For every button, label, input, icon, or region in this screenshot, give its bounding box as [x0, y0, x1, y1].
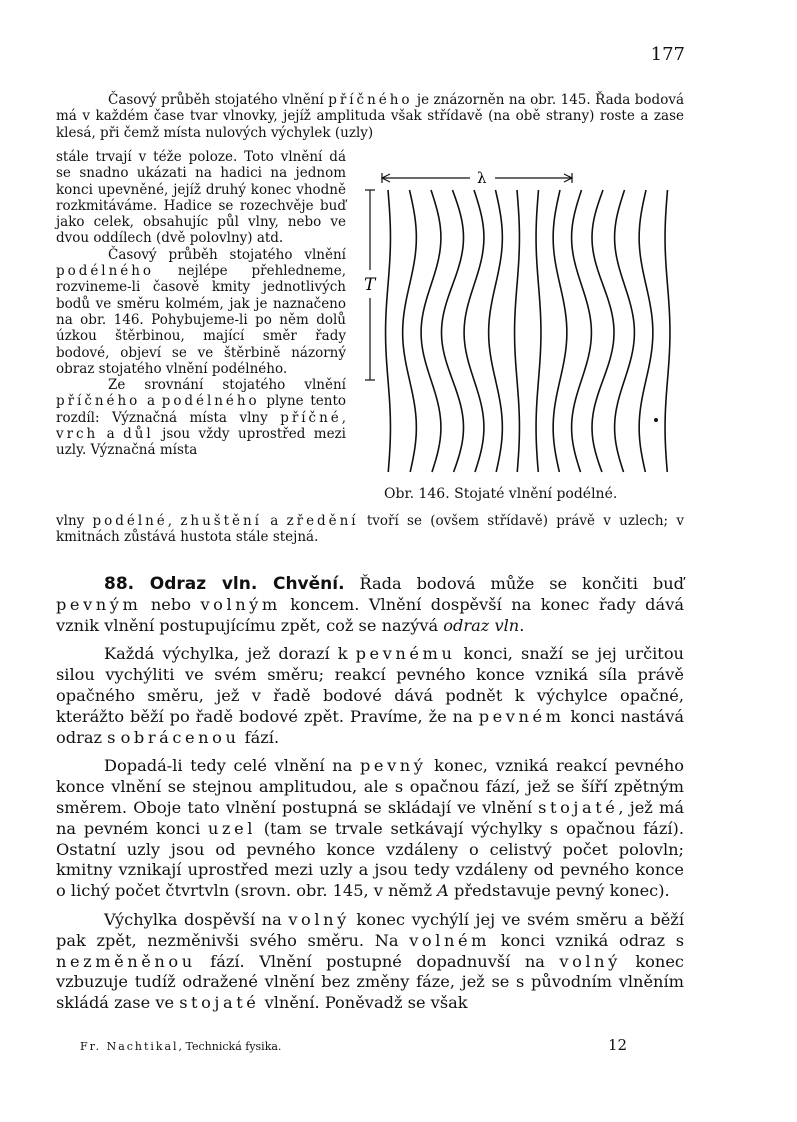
dot-mark	[654, 418, 658, 422]
wave-line	[572, 190, 592, 472]
paragraph-free-end: Výchylka dospěvší na volný konec vychýlí jej ve svém směru a běží pak zpět, nezměnivši svého směru. Na volném konci vzniká odraz s nezměněnou fází. Vlnění postupné dopadnuvší na volný konec vzbuzuje tudíž odražené vlnění bez změny fáze, jež se s původním vlněním skládá zase ve stojaté vlnění. Poněvadž se však	[56, 909, 684, 1013]
wave-line	[639, 190, 653, 472]
left-column-text	[56, 149, 346, 459]
paragraph-transverse: Časový průběh stojatého vlnění příčného je znázorněn na obr. 145. Řada bodová má v každém čase tvar vlnovky, jejíž amplituda však střídavě (na obě strany) roste a zase klesá, při čemž místa nulových výchylek (uzly)	[56, 92, 685, 141]
figure-146	[360, 170, 690, 480]
wave-line	[489, 190, 503, 472]
period-label: T	[364, 275, 376, 295]
paragraph-comparison-end: vlny podélné, zhuštění a zředění tvoří se (ovšem střídavě) právě v uzlech; v kmitnách zůstává hustota stále stejná.	[56, 513, 684, 546]
standing-wave-diagram	[360, 170, 690, 480]
page-number: 177	[650, 44, 685, 65]
wave-line	[421, 190, 441, 472]
wave-line	[464, 190, 484, 472]
wave-line	[536, 190, 541, 472]
figure-caption: Obr. 146. Stojaté vlnění podélné.	[384, 486, 618, 502]
wave-line	[515, 190, 520, 472]
section-88	[56, 574, 684, 1014]
wave-line	[615, 190, 635, 472]
footer: Fr. Nachtikal, Technická fysika.	[80, 1040, 282, 1053]
wave-line	[442, 190, 464, 472]
wave-line	[553, 190, 567, 472]
wave-lines	[386, 190, 670, 472]
wave-line	[592, 190, 614, 472]
paragraph-hose: stále trvají v téže poloze. Toto vlnění dá se snadno ukázati na hadici na jednom konci upevněné, jejíž druhý konec vhodně rozkmitáváme. Hadice se rozechvěje buď jako celek, obsahujíc půl vlny, nebo ve dvou oddílech (dvě polovlny) atd.	[56, 149, 346, 247]
paragraph-fixed-end: Každá výchylka, jež dorazí k pevnému konci, snaží se jej určitou silou vychýliti ve svém směru; reakcí pevného konce vzniká síla právě opačného směru, jež v řadě bodové dává podnět k výchylce opačné, kterážto běží po řadě bodové zpět. Pravíme, že na pevném konci nastává odraz s obrácenou fází.	[56, 644, 684, 747]
paragraph-longitudinal: Časový průběh stojatého vlnění podélného nejlépe přehledneme, rozvineme-li časově kmity jednotlivých bodů ve směru kolmém, jak je naznačeno na obr. 146. Pohybujeme-li po něm dolů úzkou štěrbinou, mající směr řady bodové, objeví se ve štěrbině názorný obraz stojatého vlnění podélného.	[56, 246, 346, 377]
section-intro: 88. Odraz vln. Chvění. Řada bodová může se končiti buď pevným nebo volným koncem. Vlnění dospěvší na konec řady dává vznik vlnění postupujícímu zpět, což se nazývá odraz vln.	[56, 574, 684, 635]
lambda-label: λ	[477, 170, 487, 187]
section-heading: 88. Odraz vln. Chvění.	[104, 574, 345, 594]
wave-line	[403, 190, 417, 472]
wave-line	[386, 190, 391, 472]
paragraph-comparison: Ze srovnání stojatého vlnění příčného a podélného plyne tento rozdíl: Význačná místa vlny příčné, vrch a důl jsou vždy uprostřed mezi uzly. Význačná místa	[56, 377, 347, 459]
sheet-signature: 12	[608, 1036, 628, 1054]
paragraph-reflection: Dopadá-li tedy celé vlnění na pevný konec, vzniká reakcí pevného konce vlnění se stejnou amplitudou, ale s opačnou fází, jež se šíří zpětným směrem. Oboje tato vlnění postupná se skládají ve vlnění stojaté, jež má na pevném konci uzel (tam se trvale setkávají výchylky s opačnou fází). Ostatní uzly jsou od pevného konce vzdáleny o celistvý počet polovln; kmitny vznikají uprostřed mezi uzly a jsou tedy vzdáleny od pevného konce o lichý počet čtvrtvln (srovn. obr. 145, v němž A představuje pevný konec).	[56, 756, 685, 901]
wave-line	[665, 190, 670, 472]
